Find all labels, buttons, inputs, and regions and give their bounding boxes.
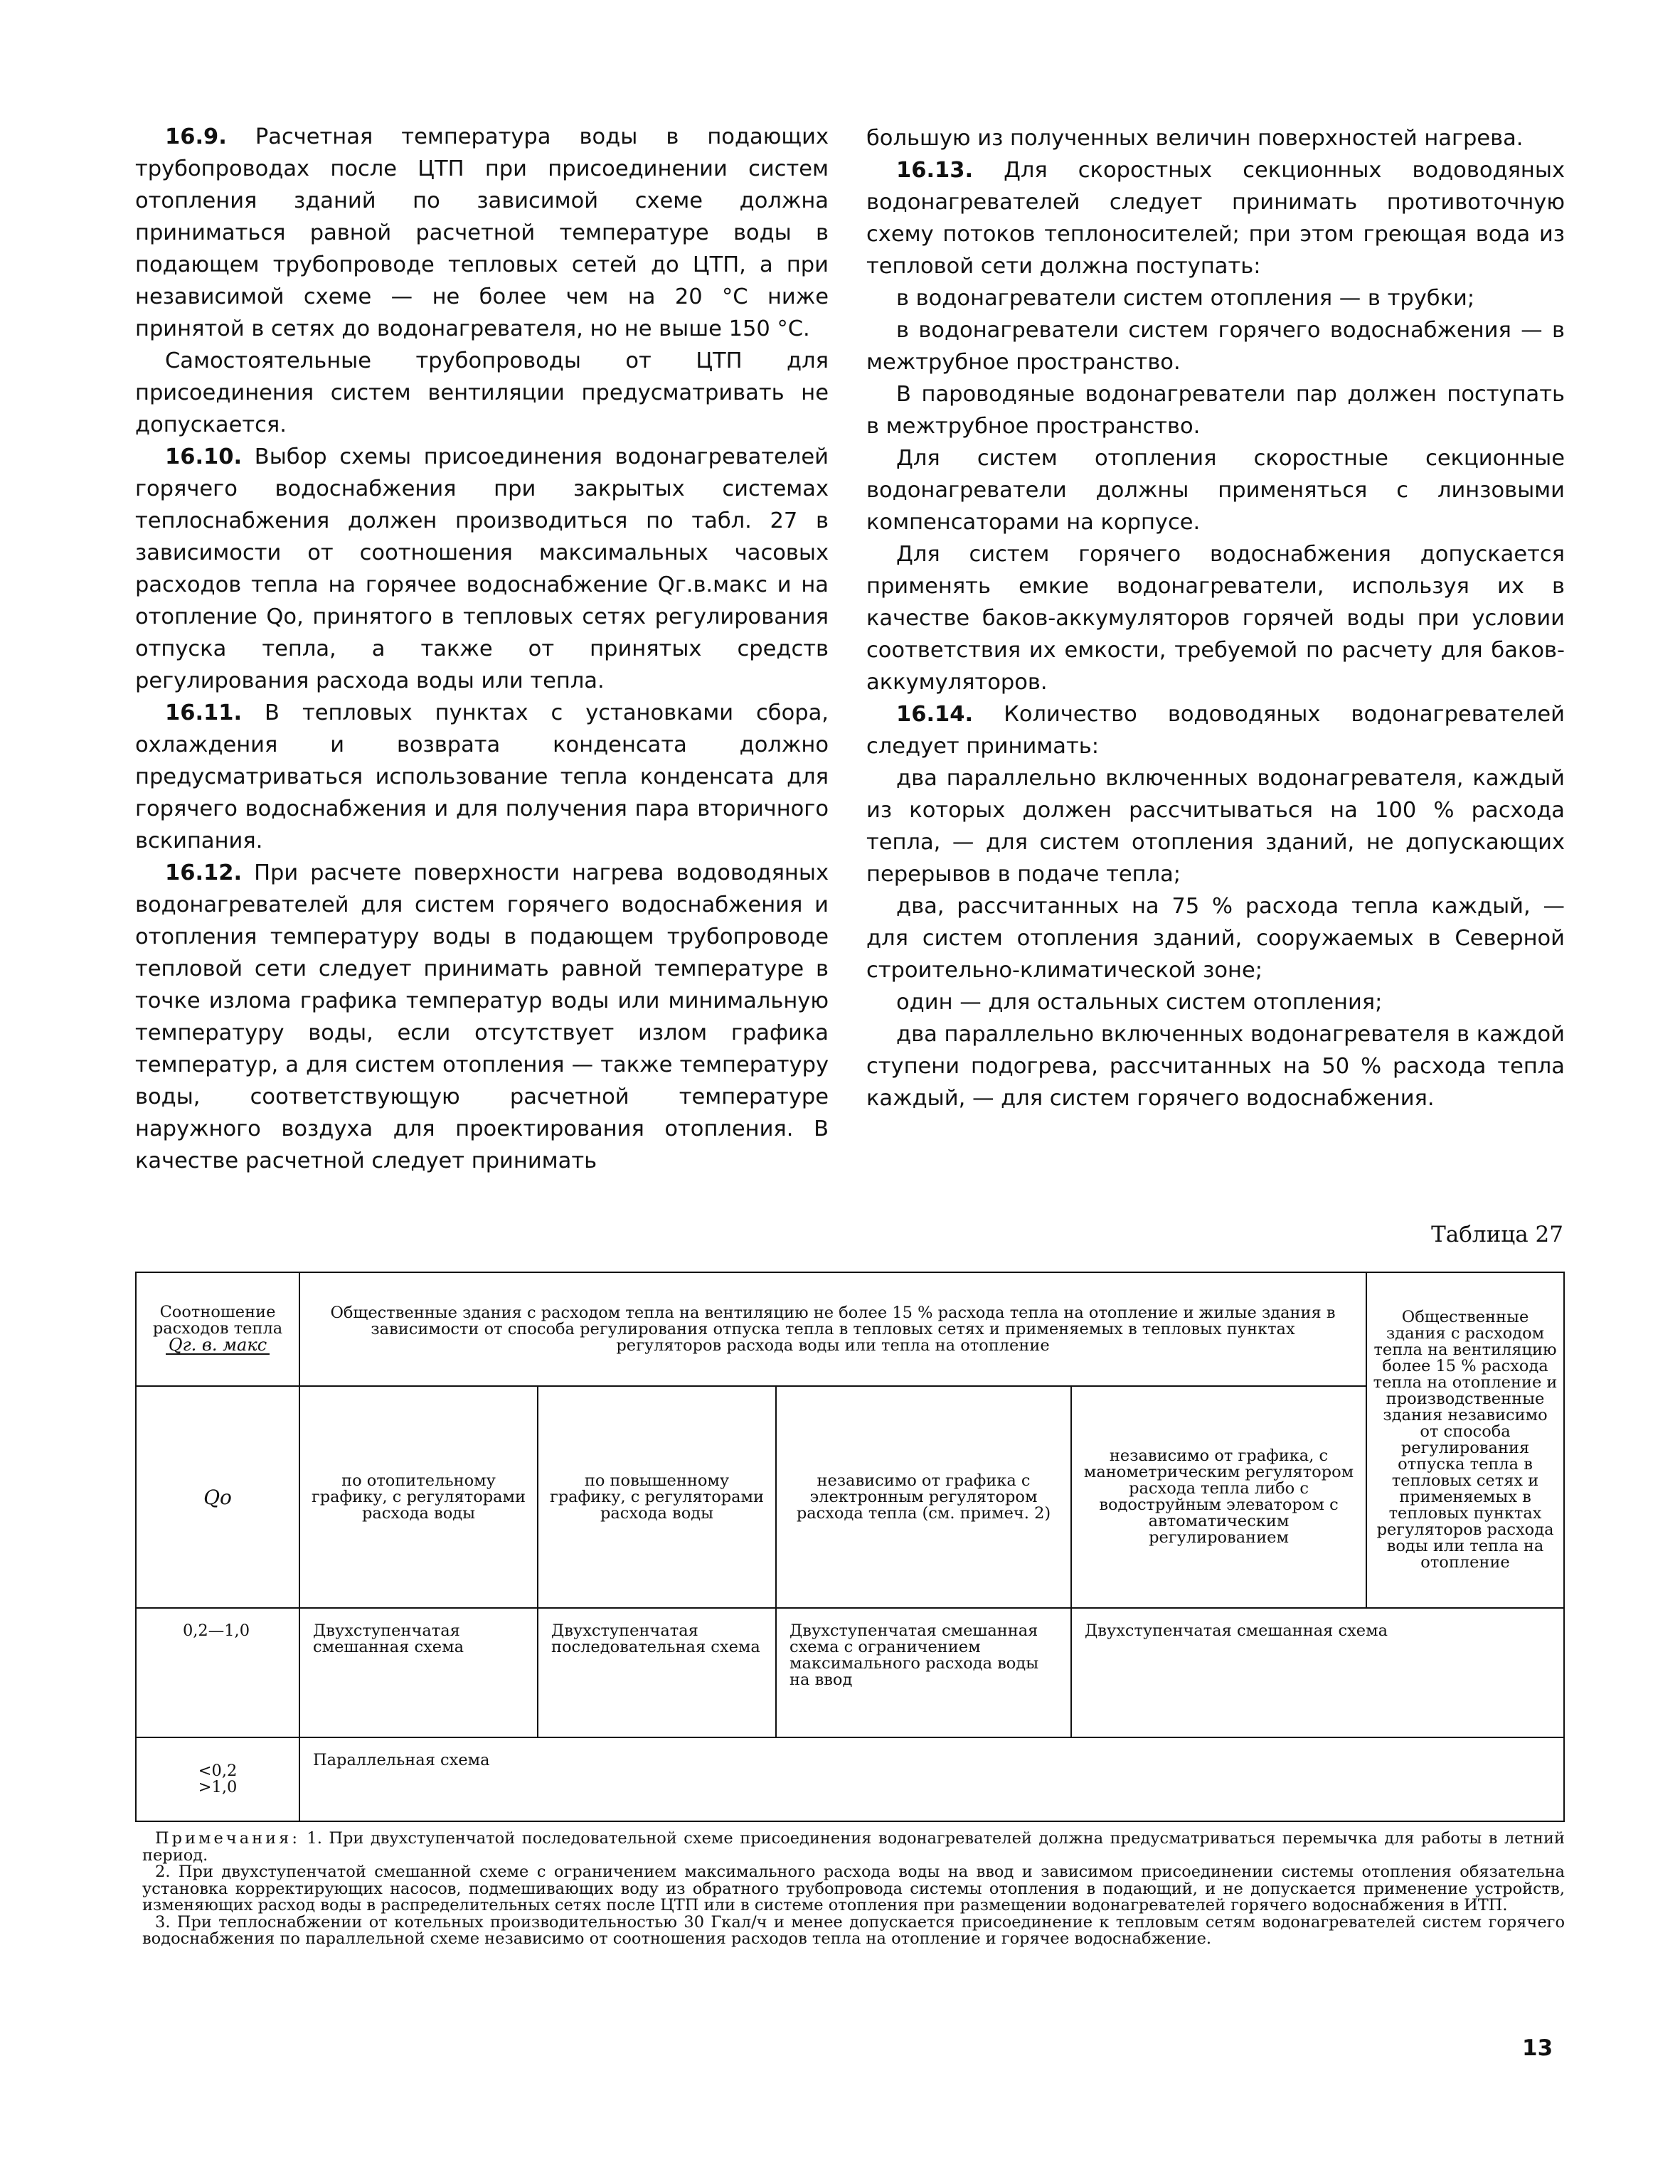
paragraph (866, 986, 1565, 1018)
table-row (136, 1608, 1564, 1737)
paragraph-text: два параллельно включенных водонагревателя, каждый из которых должен рассчитываться на 100 % расхода тепла, — для систем отопления зданий, не допускающих перерывов в подаче тепла; (866, 766, 1565, 887)
clause-number: 16.14. (896, 702, 974, 727)
right-text-column (866, 122, 1565, 1114)
table-notes (142, 1831, 1565, 1948)
paragraph-text: в водонагреватели систем отопления — в трубки; (896, 286, 1475, 311)
clause-number: 16.10. (165, 444, 243, 469)
paragraph-text: два, рассчитанных на 75 % расхода тепла каждый, — для систем отопления зданий, сооружаемых в Северной строительно-климатической зоне; (866, 894, 1565, 983)
table-row (136, 1737, 1564, 1821)
paragraph (135, 345, 829, 441)
paragraph-text: в водонагреватели систем горячего водоснабжения — в межтрубное пространство. (866, 318, 1565, 375)
ratio-header-cell (136, 1272, 299, 1386)
paragraph (866, 890, 1565, 986)
table-subheader-row (136, 1386, 1564, 1608)
paragraph (866, 314, 1565, 378)
paragraph-text: В пароводяные водонагреватели пар должен поступать в межтрубное пространство. (866, 382, 1565, 439)
paragraph-text: Выбор схемы присоединения водонагревателей горячего водоснабжения при закрытых системах теплоснабжения должен производиться по табл. 27 в зависимости от соотношения максимальных часовых расходов тепла на горячее водоснабжение Qг.в.макс и на отопление Qо, принятого в тепловых сетях регулирования отпуска тепла, а также от принятых средств регулирования расхода воды или тепла. (135, 444, 829, 693)
note-1-text: 1. При двухступенчатой последовательной схеме присоединения водонагревателей должна предусматриваться перемычка для работы в летний период. (142, 1829, 1565, 1865)
ratio-lower-limit: <0,2 (198, 1762, 238, 1780)
paragraph (135, 857, 829, 1177)
subheader-heating-schedule: по отопительному графику, с регуляторами расхода воды (299, 1386, 538, 1608)
clause-number: 16.12. (165, 861, 243, 885)
group-header: Общественные здания с расходом тепла на вентиляцию не более 15 % расхода тепла на отопление и жилые здания в зависимости от способа регулирования отпуска тепла в тепловых сетях и применяемых в тепловых пунктах регуляторов расхода воды или тепла на отопление (299, 1272, 1366, 1386)
row1-scheme-1: Двухступенчатая смешанная схема (299, 1608, 538, 1737)
paragraph-text: Самостоятельные трубопроводы от ЦТП для присоединения систем вентиляции предусматривать не допускается. (135, 348, 829, 437)
note-2: 2. При двухступенчатой смешанной схеме с ограничением максимального расхода воды на ввод и зависимом присоединении системы отопления обязательна установка корректирующих насосов, подмешивающих воду из обратного трубопровода системы отопления в подающий, и не допускается применение устройств, изменяющих расход воды в распределительных сетях после ЦТП или в системе отопления при размещении водонагревателей горячего водоснабжения в ИТП. (142, 1863, 1565, 1914)
ratio-header: Соотношение расходов тепла (152, 1302, 283, 1338)
paragraph (866, 1018, 1565, 1114)
paragraph (135, 697, 829, 857)
clause-number: 16.13. (896, 158, 974, 183)
table-27 (135, 1272, 1565, 1822)
parallel-scheme-cell: Параллельная схема (299, 1737, 1564, 1821)
page-number: 13 (1522, 2035, 1553, 2061)
paragraph (135, 441, 829, 697)
paragraph (866, 122, 1565, 154)
left-text-column (135, 121, 829, 1177)
subheader-increased-schedule: по повышенному графику, с регуляторами расхода воды (538, 1386, 776, 1608)
subheader-electronic-regulator: независимо от графика с электронным регулятором расхода тепла (см. примеч. 2) (776, 1386, 1071, 1608)
paragraph (866, 282, 1565, 314)
clause-number: 16.11. (165, 701, 243, 725)
table-caption: Таблица 27 (1431, 1222, 1563, 1247)
paragraph (866, 154, 1565, 282)
note-1 (142, 1831, 1565, 1864)
paragraph-text: Для систем горячего водоснабжения допускается применять емкие водонагреватели, используя их в качестве баков-аккумуляторов горячей воды при условии соответствия их емкости, требуемой по расчету для баков-аккумуляторов. (866, 542, 1565, 695)
paragraph-text: В тепловых пунктах с установками сбора, охлаждения и возврата конденсата должно предусматриваться использование тепла конденсата для горячего водоснабжения и для получения пара вторичного вскипания. (135, 701, 829, 853)
paragraph-text: один — для остальных систем отопления; (896, 990, 1383, 1015)
table-header-row (136, 1272, 1564, 1386)
paragraph (135, 121, 829, 345)
notes-label: Примечания: (155, 1829, 300, 1848)
last-header: Общественные здания с расходом тепла на вентиляцию более 15 % расхода тепла на отопление и производственные здания независимо от способа регулирования отпуска тепла в тепловых сетях и применяемых в тепловых пунктах регуляторов расхода воды или тепла на отопление (1366, 1272, 1564, 1608)
ratio-upper-limit: >1,0 (198, 1778, 238, 1796)
paragraph (866, 538, 1565, 698)
paragraph-text: Расчетная температура воды в подающих трубопроводах после ЦТП при присоединении систем отопления зданий по зависимой схеме должна приниматься равной расчетной температуре воды в подающем трубопроводе тепловых сетей до ЦТП, а при независимой схеме — не более чем на 20 °С ниже принятой в сетях до водонагревателя, но не выше 150 °С. (135, 124, 829, 341)
paragraph (866, 378, 1565, 442)
ratio-numerator: Qг. в. макс (166, 1337, 270, 1355)
row1-scheme-3: Двухступенчатая смешанная схема с ограничением максимального расхода воды на ввод (776, 1608, 1071, 1737)
paragraph-text: большую из полученных величин поверхностей нагрева. (866, 126, 1524, 151)
paragraph-text: два параллельно включенных водонагревателя в каждой ступени подогрева, рассчитанных на 50 % расхода тепла каждый, — для систем горячего водоснабжения. (866, 1022, 1565, 1111)
ratio-range-cell: 0,2—1,0 (136, 1608, 299, 1737)
clause-number: 16.9. (165, 124, 227, 149)
paragraph (866, 442, 1565, 538)
paragraph-text: При расчете поверхности нагрева водоводяных водонагревателей для систем горячего водоснабжения и отопления температуру воды в подающем трубопроводе тепловой сети следует принимать равной температуре в точке излома графика температур воды или минимальную температуру воды, если отсутствует излом графика температур, а для систем отопления — также температуру воды, соответствующую расчетной температуре наружного воздуха для проектирования отопления. В качестве расчетной следует принимать (135, 861, 829, 1173)
paragraph (866, 698, 1565, 762)
paragraph (866, 762, 1565, 890)
row1-scheme-2: Двухступенчатая последовательная схема (538, 1608, 776, 1737)
paragraph-text: Количество водоводяных водонагревателей следует принимать: (866, 702, 1565, 759)
ratio-limits-cell (136, 1737, 299, 1821)
note-3: 3. При теплоснабжении от котельных производительностью 30 Гкал/ч и менее допускается присоединение к тепловым сетям водонагревателей систем горячего водоснабжения по параллельной схеме независимо от соотношения расходов тепла на отопление и горячее водоснабжение. (142, 1912, 1565, 1948)
row1-scheme-4: Двухступенчатая смешанная схема (1071, 1608, 1564, 1737)
paragraph-text: Для скоростных секционных водоводяных водонагревателей следует принимать противоточную схему потоков теплоносителей; при этом греющая вода из тепловой сети должна поступать: (866, 158, 1565, 279)
subheader-manometric-regulator: независимо от графика, с манометрическим регулятором расхода тепла либо с водоструйным элеватором с автоматическим регулированием (1071, 1386, 1366, 1608)
ratio-denominator: Qо (136, 1386, 299, 1608)
paragraph-text: Для систем отопления скоростные секционные водонагреватели должны применяться с линзовыми компенсаторами на корпусе. (866, 446, 1565, 535)
